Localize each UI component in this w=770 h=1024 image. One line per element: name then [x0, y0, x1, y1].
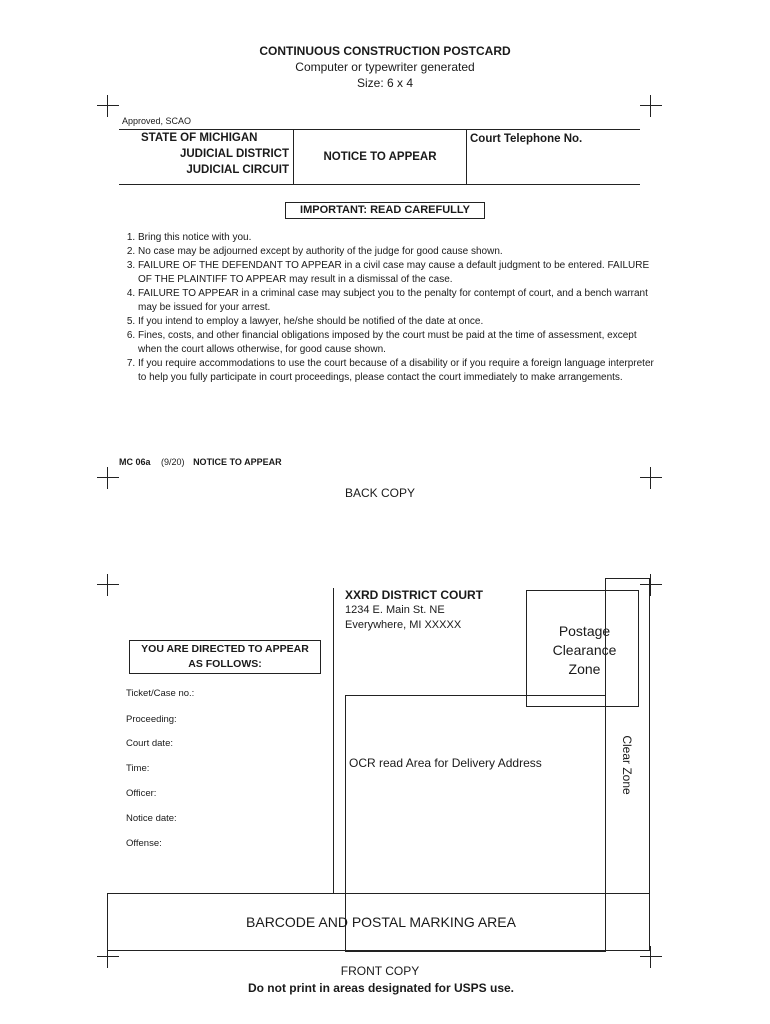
clear-zone-label: Clear Zone: [620, 735, 634, 795]
court-block-divider: [466, 129, 467, 184]
form-date: (9/20): [161, 457, 185, 467]
court-street: 1234 E. Main St. NE: [345, 604, 445, 616]
approved-label: Approved, SCAO: [122, 116, 192, 126]
court-block-bottom-rule: [119, 184, 640, 185]
field-label: Proceeding:: [126, 714, 177, 725]
court-block-top-rule: [119, 129, 640, 130]
postage-line: Clearance: [552, 642, 617, 658]
form-id: [119, 457, 282, 467]
field-label: Ticket/Case no.:: [126, 688, 195, 699]
crop-mark: [640, 95, 662, 117]
instruction-item: 2. No case may be adjourned except by authority of the judge for good cause shown.: [138, 245, 658, 259]
form-size: Size: 6 x 4: [356, 76, 414, 90]
front-copy-label: FRONT COPY: [340, 964, 420, 978]
field-label: Time:: [126, 763, 150, 774]
field-label: Court date:: [126, 738, 173, 749]
field-label: Officer:: [126, 788, 157, 799]
barcode-label: BARCODE AND POSTAL MARKING AREA: [246, 914, 516, 930]
instruction-item: 4. FAILURE TO APPEAR in a criminal case may subject you to the penalty for contempt of court, and a bench warrant may be issued for your arrest.: [138, 287, 658, 315]
form-subtitle: Computer or typewriter generated: [295, 60, 475, 74]
district-label: JUDICIAL DISTRICT: [179, 148, 289, 160]
crop-mark: [97, 574, 119, 596]
field-label: Notice date:: [126, 813, 177, 824]
circuit-label: JUDICIAL CIRCUIT: [186, 164, 289, 176]
front-divider: [333, 588, 334, 893]
ocr-label: OCR read Area for Delivery Address: [349, 756, 542, 770]
crop-mark: [97, 95, 119, 117]
instruction-item: 6. Fines, costs, and other financial obligations imposed by the court must be paid at the time of assessment, except when the court allows otherwise, for good cause shown.: [138, 329, 658, 357]
instruction-item: 3. FAILURE OF THE DEFENDANT TO APPEAR in a civil case may cause a default judgment to be entered. FAILURE OF THE PLAINTIFF TO APPEAR may result in a dismissal of the case.: [138, 259, 658, 287]
instruction-list: [122, 231, 658, 385]
usps-note: Do not print in areas designated for USPS use.: [247, 981, 515, 995]
postage-line: Zone: [568, 661, 601, 677]
instruction-item: 5. If you intend to employ a lawyer, he/she should be notified of the date at once.: [138, 315, 658, 329]
instruction-item: 7. If you require accommodations to use the court because of a disability or if you require a foreign language interpreter to help you fully participate in court proceedings, please contact the court immediately to make arrangements.: [138, 357, 658, 385]
court-name: XXRD DISTRICT COURT: [345, 588, 483, 602]
notice-heading: NOTICE TO APPEAR: [323, 151, 437, 163]
back-copy-label: BACK COPY: [344, 486, 416, 500]
form-code: MC 06a: [119, 457, 151, 467]
important-banner: IMPORTANT: READ CAREFULLY: [285, 202, 485, 219]
form-id-title: NOTICE TO APPEAR: [193, 457, 282, 467]
postage-line: Postage: [558, 623, 611, 639]
court-city: Everywhere, MI XXXXX: [345, 619, 462, 631]
field-label: Offense:: [126, 838, 162, 849]
form-title: CONTINUOUS CONSTRUCTION POSTCARD: [259, 44, 511, 58]
state-label: STATE OF MICHIGAN: [141, 132, 258, 144]
instruction-item: 1. Bring this notice with you.: [138, 231, 658, 245]
directed-box: YOU ARE DIRECTED TO APPEAR AS FOLLOWS:: [129, 640, 321, 674]
telephone-label: Court Telephone No.: [470, 133, 583, 145]
